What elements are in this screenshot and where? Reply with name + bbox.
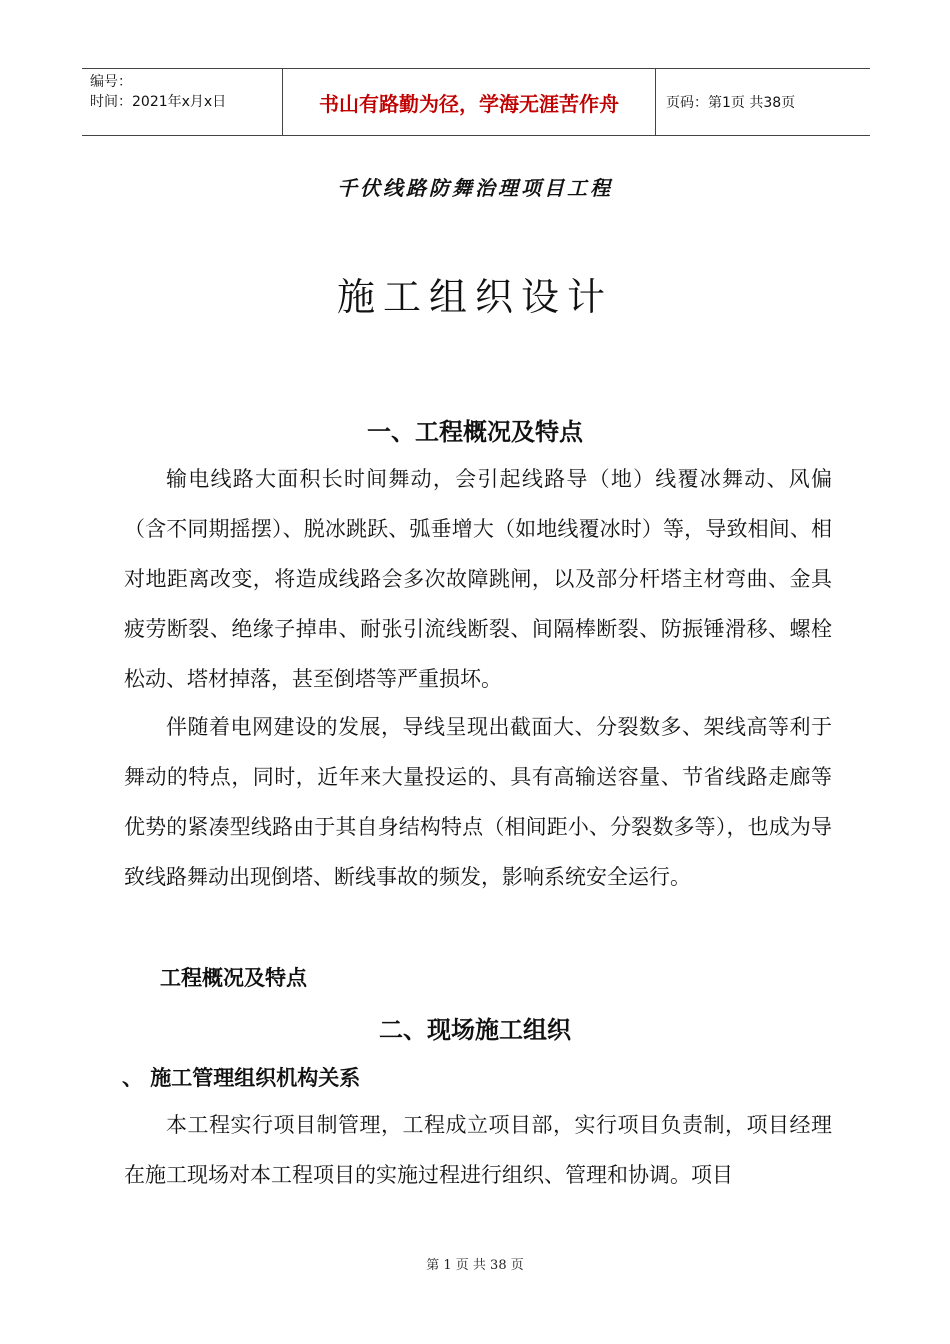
section-1-paragraph-2: 伴随着电网建设的发展，导线呈现出截面大、分裂数多、架线高等利于舞动的特点，同时，近年来大量投运的、具有高输送容量、节省线路走廊等优势的紧凑型线路由于其自身结构特点（相间距小、分裂数多等），也成为导致线路舞动出现倒塔、断线事故的频发，影响系统安全运行。 bbox=[124, 715, 832, 889]
section-2-paragraph-1: 本工程实行项目制管理，工程成立项目部，实行项目负责制，项目经理在施工现场对本工程项目的实施过程进行组织、管理和协调。项目 bbox=[124, 1113, 832, 1187]
section-1-heading: 一、工程概况及特点 bbox=[367, 417, 583, 446]
section-1-paragraph-1: 输电线路大面积长时间舞动，会引起线路导（地）线覆冰舞动、风偏（含不同期摇摆）、脱冰跳跃、弧垂增大（如地线覆冰时）等，导致相间、相对地距离改变，将造成线路会多次故障跳闸，以及部分杆塔主材弯曲、金具疲劳断裂、绝缘子掉串、耐张引流线断裂、间隔棒断裂、防振锤滑移、螺栓松动、塔材掉落，甚至倒塔等严重损坏。 bbox=[124, 467, 832, 691]
page-footer: 第 1 页 共 38 页 bbox=[426, 1258, 524, 1273]
page-header bbox=[82, 68, 870, 136]
header-motto: 书山有路勤为径，学海无涯苦作舟 bbox=[282, 69, 656, 135]
header-meta bbox=[82, 69, 282, 135]
section-2-heading: 二、现场施工组织 bbox=[379, 1015, 571, 1044]
time-label: 时间：2021年x月x日 bbox=[90, 94, 227, 110]
section-1-subheading: 工程概况及特点 bbox=[160, 965, 307, 990]
number-label: 编号： bbox=[90, 74, 132, 90]
section-2-subheading: 、 施工管理组织机构关系 bbox=[122, 1065, 361, 1090]
project-title: 千伏线路防舞治理项目工程 bbox=[337, 176, 613, 200]
document-title: 施工组织设计 bbox=[336, 275, 613, 319]
header-page-info: 页码：第1页 共38页 bbox=[666, 95, 796, 111]
